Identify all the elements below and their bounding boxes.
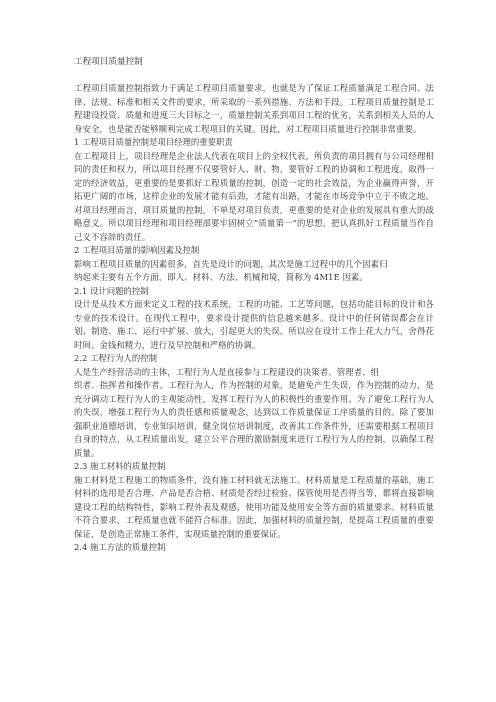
section-heading: 1 工程项目质量控制是项目经理的重要职责 [74,137,233,147]
document-title: 工程项目质量控制 [74,57,143,67]
paragraph: 人是生产经营活动的主体，工程行为人是直接参与工程建设的决策者、管理者、组 [74,366,380,377]
paragraph: 织者、指挥者和操作者。工程行为人，作为控制的对象，是避免产生失误，作为控制的动力，是充分调动工程行为人的主观能动性，发挥工程行为人的积极性的重要作用。为了避免工程行为人的失误，增强工程行为人的责任感和质量观念，达到以工作质量保证工序质量的目的。除了要加强职业道德培训，专业知识培训，健全岗位培训制度，改善其工作条件外，还需要根据工程项目自身的特点，从工程质量出发，建立公平合理的激励制度来进行工程行为人的控制，以确保工程质量。 [74,380,434,458]
section-heading: 2 工程项目质量的影响因素及控制 [74,245,200,255]
intro-paragraph: 工程项目质量控制指致力于满足工程项目质量要求，也就是为了保证工程质量满足工程合同、法律、法规、标准和相关文件的要求，所采取的一系列措施、方法和手段。工程项目质量控制是工程建设投资、质量和进度三大目标之一，质量控制关系到项目工程的优劣，关系到相关人员的人身安全，也是能否能够顺利完成工程项目的关键。因此，对工程项目质量进行控制非常重要。 [74,83,434,134]
section-heading: 2.3 施工材料的质量控制 [74,461,166,471]
paragraph: 影响工程项目质量的因素很多，首先是设计的问题，其次是施工过程中的几个因素归 [74,258,388,269]
paragraph: 在工程项目上，项目经理是企业法人代表在项目上的全权代表，所负责的项目拥有与公司经理相同的责任和权力，所以项目经理不仅要管好人、财、物，要管好工程的协调和工程进度，取得一定的经济效益，更重要的是要抓好工程质量的控制，创造一定的社会效益，为企业赢得声誉，开拓更广阔的市场，这样企业的发展才能有后劲，才能有出路，才能在市场竞争中立于不败之地。对项目经理而言，项目质量的控制，不单是对项目负责，更重要的是对企业的发展具有重大的战略意义。所以项目经理和项目经理部要牢固树立“质量第一”的思想，把认真抓好工程质量当作自己义不容辞的责任。 [74,150,434,242]
section-heading: 2.1 设计问题的控制 [74,285,149,296]
paragraph: 设计是从技术方面来定义工程的技术系统，工程的功能、工艺等问题，包括功能目标的设计和各专业的技术设计。在现代工程中，要求设计提供的信息越来越多。设计中的任何错误都会在计划、制造、施工、运行中扩展、放大，引起更大的失误。所以应在设计工作上花大力气，舍得花时间、金钱和精力，进行及早控制和严格的协调。 [74,299,434,350]
section-heading: 2.2 工程行为人的控制 [74,353,157,363]
paragraph: 施工材料是工程施工的物质条件，没有施工材料就无法施工。材料质量是工程质量的基础，施工材料的选用是否合理、产品是否合格、材质是否经过检验、保管使用是否得当等，都将直接影响建设工程的结构特性，影响工程外表及观感，使用功能及使用安全等方面的质量要求。材料质量不符合要求，工程质量也就不能符合标准。因此，加强材料的质量控制，是提高工程质量的重要保证，是创造正常施工条件，实现质量控制的重要保证。 [74,474,434,539]
section-heading: 2.4 施工方法的质量控制 [74,542,166,552]
paragraph: 纳起来主要有五个方面，即人、材料、方法、机械和境，简称为 4M1E 因素。 [74,272,368,282]
